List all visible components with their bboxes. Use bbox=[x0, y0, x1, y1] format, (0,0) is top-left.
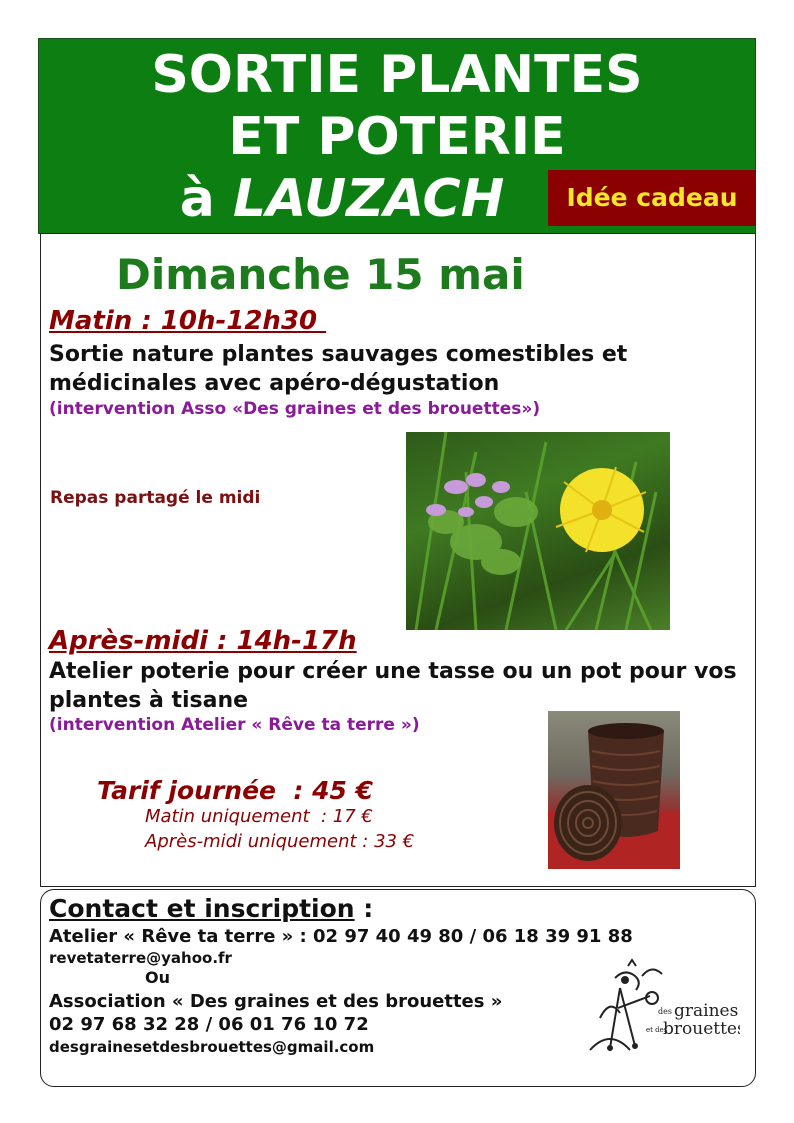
afternoon-intervention: (intervention Atelier « Rêve ta terre ») bbox=[49, 715, 420, 735]
title-city: LAUZACH bbox=[232, 169, 505, 229]
pottery-photo bbox=[548, 711, 680, 869]
afternoon-description: Atelier poterie pour créer une tasse ou un pot pour vos plantes à tisane bbox=[49, 659, 737, 713]
logo-small-2: et des bbox=[646, 1026, 668, 1034]
lunch-note: Repas partagé le midi bbox=[50, 488, 261, 508]
flower-illustration bbox=[406, 432, 670, 630]
or-separator: Ou bbox=[145, 968, 170, 987]
association-phones: 02 97 68 32 28 / 06 01 76 10 72 bbox=[49, 1014, 369, 1035]
contact-heading-text: Contact et inscription bbox=[49, 894, 355, 923]
title-line-1: SORTIE PLANTES bbox=[151, 45, 643, 105]
title-line-2: ET POTERIE bbox=[228, 107, 566, 167]
atelier-contact: Atelier « Rêve ta terre » : 02 97 40 49 80 / 06 18 39 91 88 bbox=[49, 926, 633, 947]
price-morning-only: Matin uniquement : 17 € bbox=[145, 806, 373, 827]
wheelbarrow-figure-icon bbox=[580, 958, 740, 1058]
association-email[interactable]: desgrainesetdesbrouettes@gmail.com bbox=[49, 1038, 375, 1056]
price-afternoon-only: Après-midi uniquement : 33 € bbox=[145, 831, 415, 852]
morning-heading: Matin : 10h-12h30 bbox=[49, 306, 327, 336]
flower-photo bbox=[406, 432, 670, 630]
logo-word-1: graines bbox=[674, 1001, 739, 1021]
event-date: Dimanche 15 mai bbox=[116, 250, 525, 299]
contact-heading-suffix: : bbox=[354, 894, 374, 923]
afternoon-heading: Après-midi : 14h-17h bbox=[49, 626, 357, 656]
pottery-illustration bbox=[548, 711, 680, 869]
title-prefix: à bbox=[179, 169, 233, 229]
morning-intervention: (intervention Asso «Des graines et des brouettes») bbox=[49, 399, 541, 419]
association-contact: Association « Des graines et des brouettes » bbox=[49, 991, 503, 1012]
contact-heading bbox=[49, 893, 373, 925]
price-full-day: Tarif journée : 45 € bbox=[97, 776, 374, 805]
logo-word-2: brouettes bbox=[663, 1019, 740, 1039]
atelier-email[interactable]: revetaterre@yahoo.fr bbox=[49, 949, 232, 967]
logo-small-1: des bbox=[658, 1007, 672, 1016]
association-logo bbox=[580, 958, 740, 1058]
morning-description: Sortie nature plantes sauvages comestibles et médicinales avec apéro-dégustation bbox=[49, 342, 628, 396]
gift-badge: Idée cadeau bbox=[548, 170, 756, 226]
